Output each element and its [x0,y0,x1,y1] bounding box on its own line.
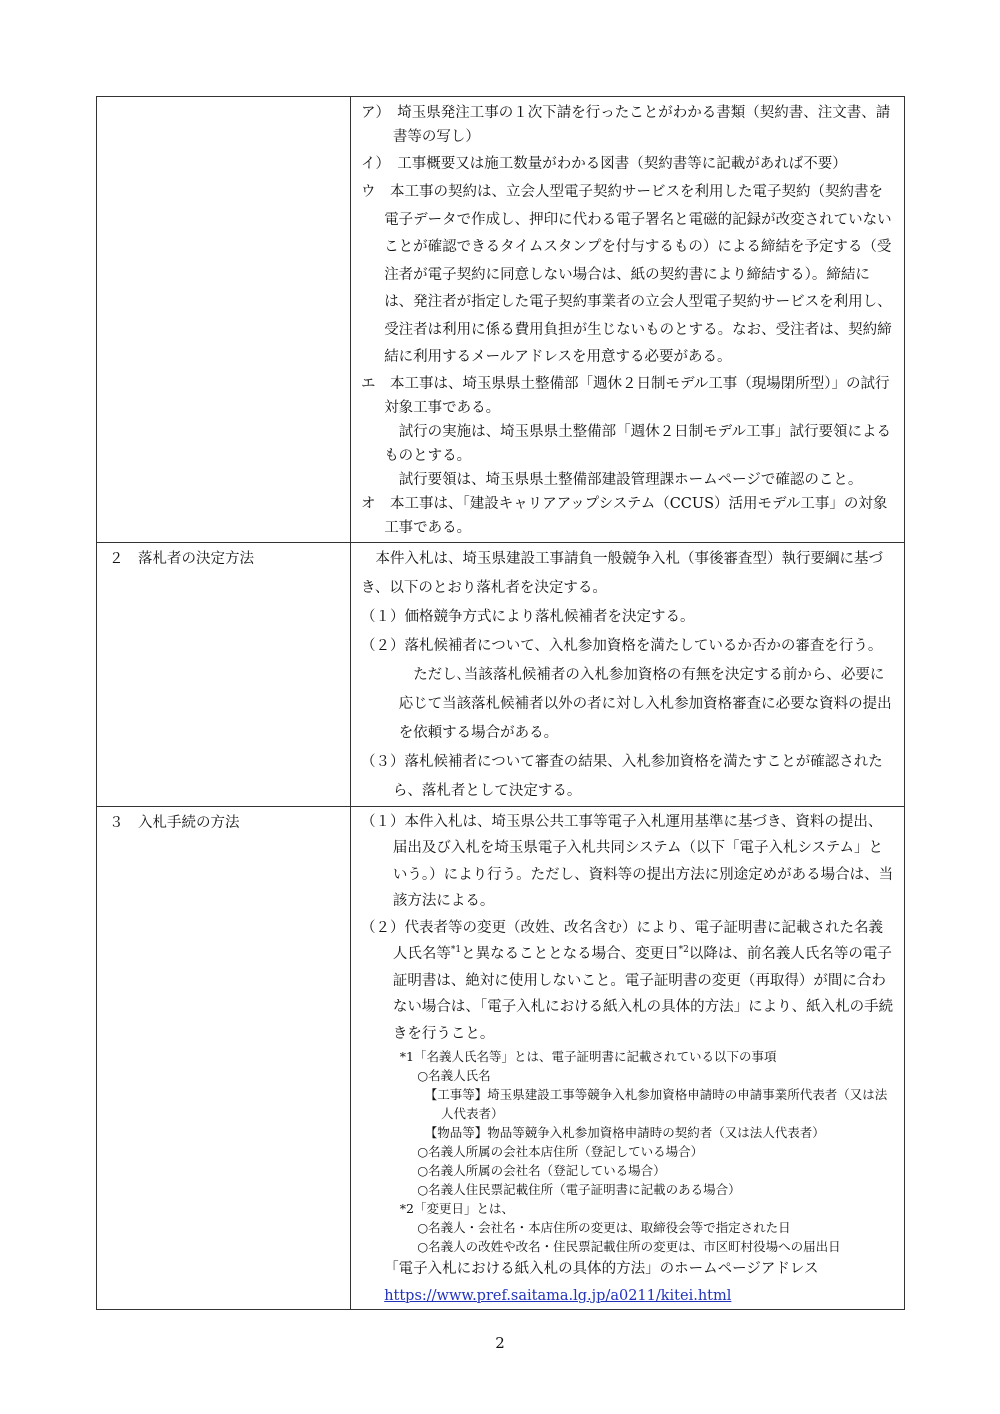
item-e-note2: 試行要領は、埼玉県県土整備部建設管理課ホームページで確認のこと。 [398,471,863,488]
page-number: 2 [495,1334,505,1352]
row2-item1: （１）価格競争方式により落札候補者を決定する。 [361,608,695,625]
footnote-ref-2: *2 [678,945,689,956]
row2-item2-note: ただし､当該落札候補者の入札参加資格の有無を決定する前から、必要に応じて当該落札候補者以外の者に対し入札参加資格審査に必要な資料の提出を依頼する場合がある。 [398,666,892,741]
row3-item2-b: と異なることとなる場合、変更日 [461,946,679,962]
table-row [97,542,905,806]
note2-title: *2「変更日」とは、 [399,1201,514,1216]
row1-content-cell [351,97,905,543]
row2-item3: （３）落札候補者について審査の結果、入札参加資格を満たすことが確認されたら、落札者として決定する。 [361,753,883,799]
row2-intro: 本件入札は、埼玉県建設工事請負一般競争入札（事後審査型）執行要綱に基づき、以下のとおり落札者を決定する。 [361,550,883,596]
note1-a: ○名義人氏名 [417,1068,491,1083]
row3-item2 [361,915,896,1048]
row2-label-cell [97,542,351,806]
url-caption: 「電子入札における紙入札の具体的方法」のホームページアドレス [384,1261,819,1277]
row3-label-cell [97,806,351,1310]
row2-label: ２ 落札者の決定方法 [109,550,254,567]
footnote-ref-1: *1 [450,945,462,956]
note1-b: ○名義人所属の会社本店住所（登記している場合） [417,1144,704,1159]
item-i: イ） 工事概要又は施工数量がわかる図書（契約書等に記載があれば不要） [361,156,847,172]
row3-content-cell [351,806,905,1310]
note1-title: *1「名義人氏名等」とは、電子証明書に記載されている以下の事項 [399,1049,777,1064]
item-u: ウ 本工事の契約は、立会人型電子契約サービスを利用した電子契約（契約書を電子データで作成し、押印に代わる電子署名と電磁的記録が改変されていないことが確認できるタイムスタンプを付与するもの）による締結を予定する（受注者が電子契約に同意しない場合は、紙の契約書により締結する）。締結には、発注者が指定した電子契約事業者の立会人型電子契約サービスを利用し、受注者は利用に係る費用負担が生じないものとする。なお、受注者は、契約締結に利用するメールアドレスを用意する必要がある。 [361,184,892,365]
item-e-note1: 試行の実施は、埼玉県県土整備部「週休２日制モデル工事」試行要領によるものとする。 [384,423,891,464]
url-link[interactable]: https://www.pref.saitama.lg.jp/a0211/kitei.html [384,1288,732,1304]
url-line [361,1283,896,1309]
row2-content-cell [351,542,905,806]
item-a: ア） 埼玉県発注工事の１次下請を行ったことがわかる書類（契約書、注文書、請書等の写し） [361,105,891,145]
row3-item2-c: 以降は、前名義人氏名等の電子証明書は、絶対に使用しないこと。電子証明書の変更（再取得）が間に合わない場合は、「電子入札における紙入札の具体的方法」により、紙入札の手続きを行うこと。 [392,946,894,1042]
row3-item2-a: （２）代表者等の変更（改姓、改名含む）により、電子証明書に記載された名義人氏名等 [361,919,883,962]
item-e: エ 本工事は、埼玉県県土整備部「週休２日制モデル工事（現場閉所型）」の試行対象工事である。 [361,375,890,416]
note1-a2: 【物品等】物品等競争入札参加資格申請時の契約者（又は法人代表者） [424,1125,825,1140]
note1-a1: 【工事等】埼玉県建設工事等競争入札参加資格申請時の申請事業所代表者（又は法人代表者） [424,1087,888,1121]
row3-item1: （１）本件入札は、埼玉県公共工事等電子入札運用基準に基づき、資料の提出、届出及び入札を埼玉県電子入札共同システム（以下「電子入札システム」という。）により行う。ただし、資料等の提出方法に別途定めがある場合は、当該方法による。 [361,813,894,909]
table-row [97,806,905,1310]
row2-item2: （２）落札候補者について、入札参加資格を満たしているか否かの審査を行う。 [361,637,883,654]
row1-label [97,97,350,101]
note1-d: ○名義人住民票記載住所（電子証明書に記載のある場合） [417,1182,741,1197]
row3-label: ３ 入札手続の方法 [109,814,240,831]
note1-c: ○名義人所属の会社名（登記している場合） [417,1163,666,1178]
table-row [97,97,905,543]
row1-label-cell [97,97,351,543]
note2-a: ○名義人・会社名・本店住所の変更は、取締役会等で指定された日 [417,1220,791,1235]
item-o: オ 本工事は、「建設キャリアアップシステム（CCUS）活用モデル工事」の対象工事である。 [361,495,888,536]
note2-b: ○名義人の改姓や改名・住民票記載住所の変更は、市区町村役場への届出日 [417,1239,841,1254]
document-table [96,96,905,1310]
